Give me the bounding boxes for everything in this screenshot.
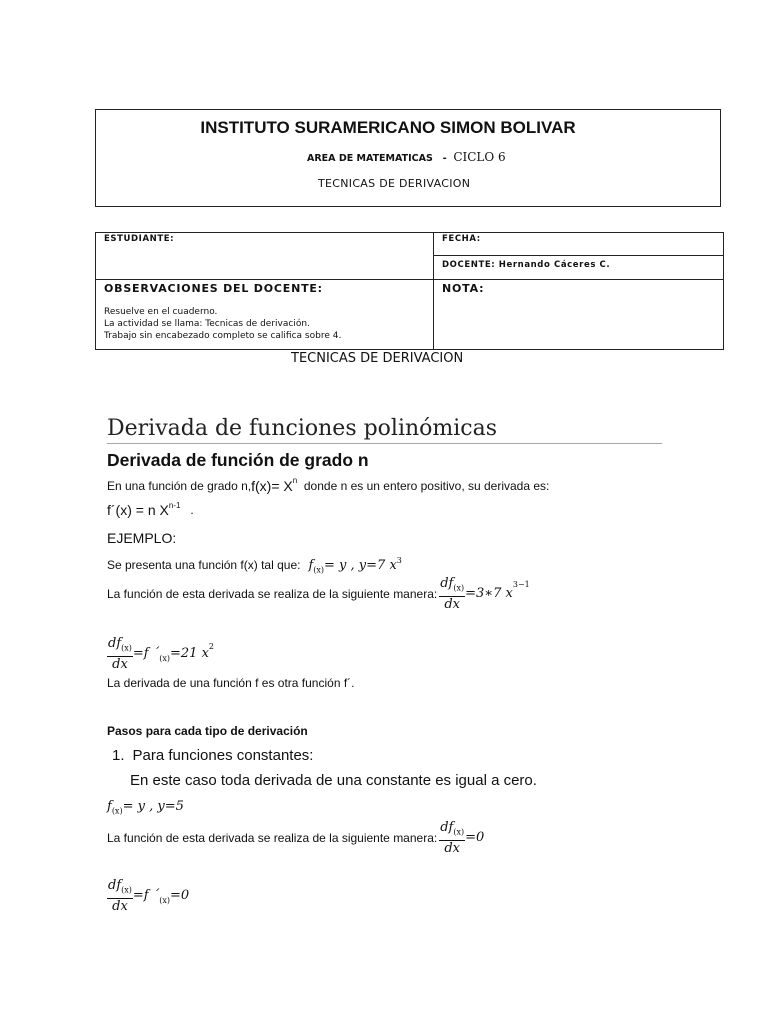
observation-line: Trabajo sin encabezado completo se califica sobre 4. xyxy=(104,331,342,341)
step-1-label: Para funciones constantes: xyxy=(132,747,314,764)
area-name: AREA DE MATEMATICAS xyxy=(307,153,433,164)
step-1 xyxy=(112,747,313,764)
date-cell[interactable] xyxy=(434,233,724,256)
intro-fx: f(x)= X xyxy=(251,478,293,494)
intro-post: donde n es un entero positivo, su derivada es: xyxy=(297,479,550,493)
cycle-label: CICLO 6 xyxy=(453,150,506,164)
constant-derivative-expression: $\frac{df_{(x)}}{dx}$ =0 xyxy=(440,820,485,856)
constant-function: $f_{(x)}= y$ , y=5 xyxy=(107,799,184,816)
example-function: $f_{(x)}= y$ , y=7 $x^3$ xyxy=(308,556,402,575)
conclusion-text: La derivada de una función f es otra función f´. xyxy=(107,676,355,690)
example-function-line xyxy=(107,556,402,575)
grade-cell[interactable] xyxy=(434,280,724,350)
section-title: TECNICAS DE DERIVACION xyxy=(291,351,464,366)
constant-derivative-line xyxy=(107,820,484,856)
example-label: EJEMPLO: xyxy=(107,530,177,546)
student-cell[interactable] xyxy=(96,233,434,280)
polynomial-heading: Derivada de funciones polinómicas xyxy=(107,416,498,441)
formula-main: f´(x) = n X xyxy=(107,502,169,518)
intro-pre: En una función de grado n, xyxy=(107,479,252,493)
steps-heading: Pasos para cada tipo de derivación xyxy=(107,724,308,738)
area-separator: - xyxy=(442,153,447,164)
constant-derivative-result: $\frac{df_{(x)}}{dx}$ =f ´ $_{(x)}$ =0 xyxy=(108,878,190,914)
observations-cell xyxy=(96,280,434,350)
formula-tail: . xyxy=(180,503,194,517)
institute-title: INSTITUTO SURAMERICANO SIMON BOLIVAR xyxy=(200,118,576,137)
intro-line xyxy=(107,478,549,494)
observation-line: Resuelve en el cuaderno. xyxy=(104,307,218,317)
date-label: FECHA: xyxy=(442,234,481,244)
info-table xyxy=(95,232,724,350)
step-1-description: En este caso toda derivada de una constante es igual a cero. xyxy=(130,772,537,789)
grade-label: NOTA: xyxy=(442,282,485,295)
teacher-label: DOCENTE: Hernando Cáceres C. xyxy=(442,260,611,270)
observation-line: La actividad se llama: Tecnicas de derivación. xyxy=(104,319,310,329)
observations-label: OBSERVACIONES DEL DOCENTE: xyxy=(104,282,323,295)
step-1-number: 1. xyxy=(112,747,125,764)
constant-fraction: $\frac{df_{(x)}}{dx}$ xyxy=(440,820,465,856)
derivative-fraction: $\frac{df_{(x)}}{dx}$ xyxy=(440,576,465,612)
header-box xyxy=(95,109,721,207)
result-fraction: $\frac{df_{(x)}}{dx}$ xyxy=(108,636,132,672)
derivative-result: $\frac{df_{(x)}}{dx}$ =f ´ $_{(x)}$ =21 x $^2$ xyxy=(108,636,215,672)
derivative-expression: $\frac{df_{(x)}}{dx}$ =3∗7 x $^{3-1}$ xyxy=(440,576,530,612)
derivative-text: La función de esta derivada se realiza de la siguiente manera: xyxy=(107,586,438,601)
teacher-cell xyxy=(434,256,724,280)
example-text: Se presenta una función f(x) tal que: xyxy=(107,558,301,573)
degree-n-heading: Derivada de función de grado n xyxy=(107,450,369,470)
derivative-step-line xyxy=(107,576,530,612)
constant-result-fraction: $\frac{df_{(x)}}{dx}$ xyxy=(108,878,132,914)
header-subtitle: TECNICAS DE DERIVACION xyxy=(318,177,471,190)
main-formula xyxy=(107,502,194,518)
constant-derivative-text: La función de esta derivada se realiza de la siguiente manera: xyxy=(107,830,438,845)
intro-exp: n xyxy=(292,476,298,485)
student-label: ESTUDIANTE: xyxy=(104,234,175,244)
area-line xyxy=(307,150,506,164)
heading-divider xyxy=(107,443,662,444)
formula-exponent: n-1 xyxy=(168,501,181,510)
